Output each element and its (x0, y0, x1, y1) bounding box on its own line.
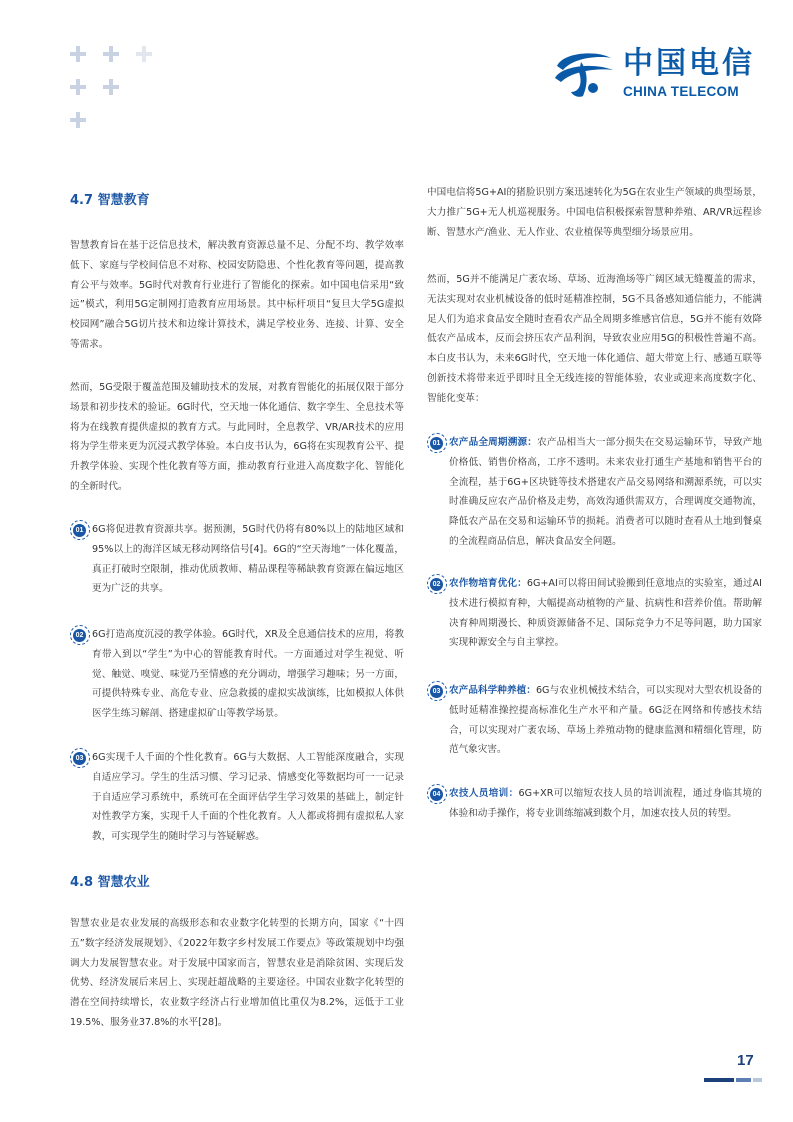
logo-chinese-text: 中国电信 (623, 46, 755, 81)
number-badge-icon: 01 (70, 520, 90, 540)
list-item-text: 农作物培育优化：6G+AI可以将田间试验搬到任意地点的实验室，通过AI技术进行模拟育种，大幅提高动植物的产量、抗病性和营养价值。帮助解决育种周期漫长、种质资源储备不足、国际竞争力不足等问题，助力国家实现种源安全与自主掌控。 (449, 578, 762, 649)
list-item-text: 农产品科学种养植：6G与农业机械技术结合，可以实现对大型农机设备的低时延精准操控提高标准化生产水平和产量。6G泛在网络和传感技术结合，可以实现对广袤农场、草场上养殖动物的健康监测和精细化管理，防范气象灾害。 (449, 685, 763, 756)
plus-icon (70, 79, 86, 95)
paragraph: 然而，5G并不能满足广袤农场、草场、近海渔场等广阔区域无缝覆盖的需求，无法实现对农业机械设备的低时延精准控制，5G不具备感知通信能力，不能满足人们为追求食品安全随时查看农产品全周期多维感官信息，5G并不能有效降低农产品成本，反而会挤压农产品利润，导致农业应用5G的积极性普遍不高。本白皮书认为，未来6G时代，空天地一体化通信、超大带宽上行、感通互联等创新技术将带来近乎即时且全无线连接的智能体验，农业或迎来高度数字化、智能化变革： (427, 274, 762, 404)
number-badge-icon: 04 (427, 784, 447, 804)
number-badge-icon: 02 (427, 574, 447, 594)
footer-bar (736, 1078, 751, 1082)
logo-english-text: CHINA TELECOM (623, 84, 739, 99)
china-telecom-emblem-icon (553, 48, 615, 100)
plus-icon (70, 46, 86, 62)
plus-icon (136, 46, 152, 62)
paragraph: 然而，5G受限于覆盖范围及辅助技术的发展，对教育智能化的拓展仅限于部分场景和初步技术的验证。6G时代，空天地一体化通信、数字孪生、全息技术等将为在线教育提供虚拟的教育方式。与此同时，全息教学、VR/AR技术的应用将为学生带来更为沉浸式教学体验。本白皮书认为，6G将在实现教育公平、提升教学体验、实现个性化教育等方面，推动教育行业进入高度数字化、智能化的全新时代。 (70, 382, 404, 492)
section-number: 4.8 (70, 875, 94, 890)
section-heading-4-7 (70, 189, 150, 208)
list-item-text: 6G将促进教育资源共享。据预测，5G时代仍将有80%以上的陆地区域和95%以上的海洋区域无移动网络信号[4]。6G的“空天海地”一体化覆盖，真正打破时空限制，推动优质教师、精品课程等稀缺教育资源在偏远地区更为广泛的共享。 (92, 524, 404, 595)
section-heading-4-8 (70, 871, 150, 890)
list-item-label: 农技人员培训： (449, 788, 519, 799)
paragraph: 智慧教育旨在基于泛信息技术，解决教育资源总量不足、分配不均、教学效率低下、家庭与学校间信息不对称、校园安防隐患、个性化教育等问题，提高教育公平与效率。5G时代对教育行业进行了智能化的探索。如中国电信采用“致远”模式，利用5G定制网打造教育应用场景。其中标杆项目“复旦大学5G虚拟校园网”融合5G切片技术和边缘计算技术，满足学校业务、连接、计算、安全等需求。 (70, 240, 404, 350)
list-item-label: 农产品科学种养植： (449, 685, 536, 696)
section-title: 智慧农业 (97, 875, 150, 890)
footer-bar (753, 1078, 762, 1082)
plus-icon (103, 79, 119, 95)
number-badge-icon: 02 (70, 625, 90, 645)
list-item-text: 6G实现千人千面的个性化教育。6G与大数据、人工智能深度融合，实现自适应学习。学生的生活习惯、学习记录、情感变化等数据均可一一记录于自适应学习系统中，系统可在全面评估学生学习效果的基础上，制定针对性教学方案，实现千人千面的个性化教育。人人都或将拥有虚拟私人家教，可实现学生的随时学习与答疑解惑。 (92, 752, 404, 843)
china-telecom-logo (553, 44, 763, 104)
section-number: 4.7 (70, 193, 94, 208)
footer-bar (704, 1078, 734, 1082)
section-title: 智慧教育 (97, 193, 150, 208)
list-item-text: 农技人员培训：6G+XR可以缩短农技人员的培训流程，通过身临其境的体验和动手操作，将专业训练缩减到数个月，加速农技人员的转型。 (449, 788, 762, 819)
number-badge-icon: 03 (70, 748, 90, 768)
list-item-text: 农产品全周期溯源：农产品相当大一部分损失在交易运输环节，导致产地价格低、销售价格高，工序不透明。未来农业打通生产基地和销售平台的全流程，基于6G+区块链等技术搭建农产品交易网络和溯源系统，可以实时准确反应农产品价格及走势，高效沟通供需双方，合理调度交通物流，降低农产品在交易和运输环节的损耗。消费者可以随时查看从土地到餐桌的全流程商品信息，解决食品安全问题。 (449, 437, 763, 547)
list-item-label: 农产品全周期溯源： (449, 437, 538, 448)
number-badge-icon: 03 (427, 681, 447, 701)
page-number: 17 (737, 1052, 754, 1069)
number-badge-icon: 01 (427, 433, 447, 453)
plus-icon (70, 112, 86, 128)
list-item-label: 农作物培育优化： (449, 578, 527, 589)
paragraph: 中国电信将5G+AI的猪脸识别方案迅速转化为5G在农业生产领域的典型场景，大力推广5G+无人机巡视服务。中国电信积极探索智慧种养殖、AR/VR远程诊断、智慧水产/渔业、无人作业、农业植保等典型细分场景应用。 (427, 187, 762, 238)
paragraph: 智慧农业是农业发展的高级形态和农业数字化转型的长期方向，国家《“十四五”数字经济发展规划》、《2022年数字乡村发展工作要点》等政策规划中均强调大力发展智慧农业。对于发展中国家而言，智慧农业是消除贫困、实现后发优势、经济发展后来居上、实现赶超战略的主要途径。中国农业数字化转型的潜在空间持续增长，农业数字经济占行业增加值比重仅为8.2%，远低于工业19.5%、服务业37.8%的水平[28]。 (70, 918, 404, 1028)
plus-icon (103, 46, 119, 62)
list-item-text: 6G打造高度沉浸的教学体验。6G时代，XR及全息通信技术的应用，将教育带入到以“学生”为中心的智能教育时代。一方面通过对学生视觉、听觉、触觉、嗅觉、味觉乃至情感的充分调动，增强学习趣味；另一方面，可提供特殊专业、高危专业、应急救援的虚拟实战演练，比如模拟人体供医学生练习解剖、搭建虚拟矿山等教学场景。 (92, 629, 404, 720)
